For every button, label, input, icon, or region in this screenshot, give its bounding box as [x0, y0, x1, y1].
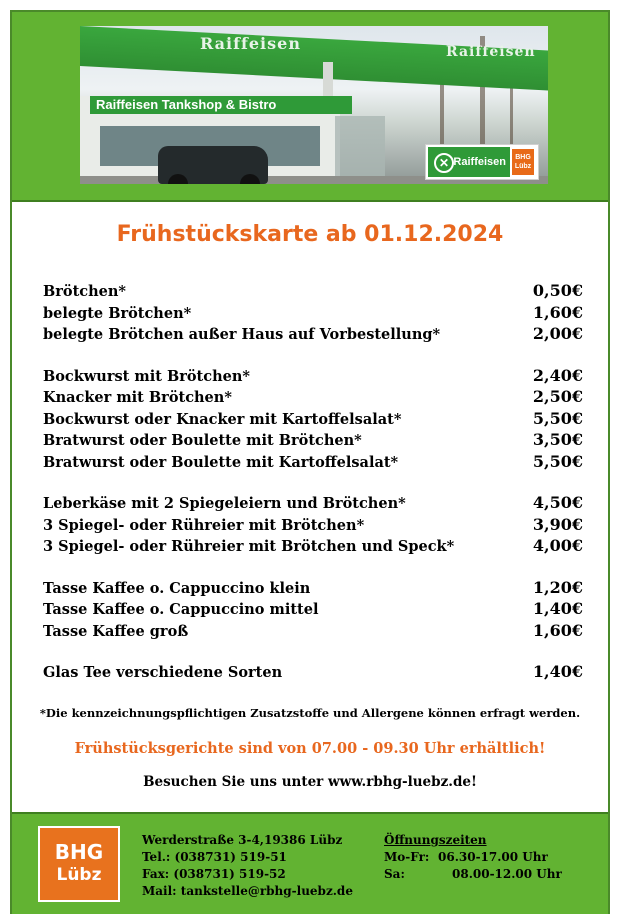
- breakfast-hours-note: Frühstücksgerichte sind von 07.00 - 09.30 Uhr erhältlich!: [74, 740, 546, 757]
- item-name: Bratwurst oder Boulette mit Kartoffelsalat*: [43, 453, 399, 471]
- item-price: 4,00€: [532, 536, 583, 555]
- item-price: 1,60€: [532, 620, 583, 640]
- canopy-brand-text-2: Raiffeisen: [446, 44, 536, 60]
- hours-day: Mo-Fr:: [384, 850, 430, 864]
- menu-item: [43, 280, 583, 302]
- raiffeisen-logo-text: Raiffeisen: [453, 156, 506, 168]
- item-price: 2,50€: [532, 387, 583, 406]
- item-price: 5,50€: [532, 408, 583, 428]
- shop-sign: Raiffeisen Tankshop & Bistro: [90, 96, 352, 114]
- menu-item: [43, 302, 583, 324]
- menu-item: [43, 365, 583, 387]
- station-photo: [80, 26, 548, 184]
- menu-item: [43, 429, 583, 451]
- menu-item: [43, 661, 583, 683]
- item-name: Bockwurst oder Knacker mit Kartoffelsalat*: [43, 410, 402, 428]
- hours-row: [384, 849, 562, 866]
- email: Mail: tankstelle@rbhg-luebz.de: [142, 884, 353, 898]
- hours-time: 06.30-17.00 Uhr: [438, 850, 548, 864]
- item-price: 1,40€: [532, 599, 583, 618]
- item-price: 2,00€: [532, 324, 583, 343]
- pump-island: [335, 116, 385, 176]
- item-name: Glas Tee verschiedene Sorten: [43, 664, 283, 681]
- item-name: Bockwurst mit Brötchen*: [43, 367, 250, 385]
- allergen-footnote: *Die kennzeichnungspflichtigen Zusatzstoffe und Allergene können erfragt werden.: [39, 706, 581, 720]
- page-title: Frühstückskarte ab 01.12.2024: [116, 222, 504, 247]
- raiffeisen-logo: [425, 144, 539, 180]
- menu-item: [43, 492, 583, 514]
- item-name: 3 Spiegel- oder Rühreier mit Brötchen*: [43, 516, 365, 534]
- item-name: Brötchen*: [43, 283, 126, 300]
- item-name: Bratwurst oder Boulette mit Brötchen*: [43, 432, 362, 449]
- item-price: 4,50€: [532, 493, 583, 512]
- item-name: Leberkäse mit 2 Spiegeleiern und Brötchen*: [43, 495, 406, 512]
- bhg-badge: [512, 149, 534, 175]
- hours-row: [384, 866, 562, 883]
- menu-item: [43, 535, 583, 557]
- item-name: belegte Brötchen*: [43, 304, 192, 322]
- item-price: 1,20€: [532, 577, 583, 597]
- canopy-brand-text: Raiffeisen: [200, 34, 301, 53]
- item-name: Tasse Kaffee o. Cappuccino mittel: [43, 601, 319, 618]
- item-name: 3 Spiegel- oder Rühreier mit Brötchen und Speck*: [43, 538, 455, 555]
- menu-item: [43, 620, 583, 642]
- bhg-badge-line1: BHG: [515, 154, 531, 161]
- website-note: Besuchen Sie uns unter www.rbhg-luebz.de!: [143, 774, 477, 790]
- item-name: Tasse Kaffee groß: [43, 622, 189, 640]
- bhg-logo-line2: Lübz: [56, 865, 102, 885]
- fax: Fax: (038731) 519-52: [142, 867, 286, 881]
- footer-band: [12, 812, 608, 914]
- item-price: 1,40€: [532, 662, 583, 681]
- item-name: belegte Brötchen außer Haus auf Vorbestellung*: [43, 326, 441, 343]
- menu-item: [43, 451, 583, 473]
- bhg-logo-line1: BHG: [54, 840, 104, 864]
- item-price: 3,90€: [532, 514, 583, 534]
- hours-time: 08.00-12.00 Uhr: [452, 867, 562, 881]
- menu-poster: [10, 10, 610, 914]
- bhg-badge-line2: Lübz: [514, 163, 532, 170]
- item-name: Knacker mit Brötchen*: [43, 389, 232, 406]
- menu-item: [43, 577, 583, 599]
- raiffeisen-cross-icon: ✕: [434, 153, 454, 173]
- address: Werderstraße 3-4,19386 Lübz: [142, 833, 343, 847]
- item-price: 5,50€: [532, 451, 583, 471]
- hours-day: Sa:: [384, 867, 405, 881]
- item-name: Tasse Kaffee o. Cappuccino klein: [43, 579, 311, 597]
- phone: Tel.: (038731) 519-51: [142, 850, 287, 864]
- menu-item: [43, 408, 583, 430]
- opening-hours: [384, 832, 562, 883]
- item-price: 2,40€: [532, 365, 583, 385]
- item-price: 1,60€: [532, 302, 583, 322]
- menu-item: [43, 514, 583, 536]
- menu-list: [43, 280, 583, 683]
- opening-hours-title: Öffnungszeiten: [384, 833, 487, 847]
- item-price: 3,50€: [532, 430, 583, 449]
- header-band: [12, 12, 608, 202]
- menu-item: [43, 386, 583, 408]
- bhg-logo: [38, 826, 120, 902]
- item-price: 0,50€: [532, 281, 583, 300]
- menu-item: [43, 323, 583, 345]
- menu-item: [43, 598, 583, 620]
- contact-block: [142, 832, 353, 900]
